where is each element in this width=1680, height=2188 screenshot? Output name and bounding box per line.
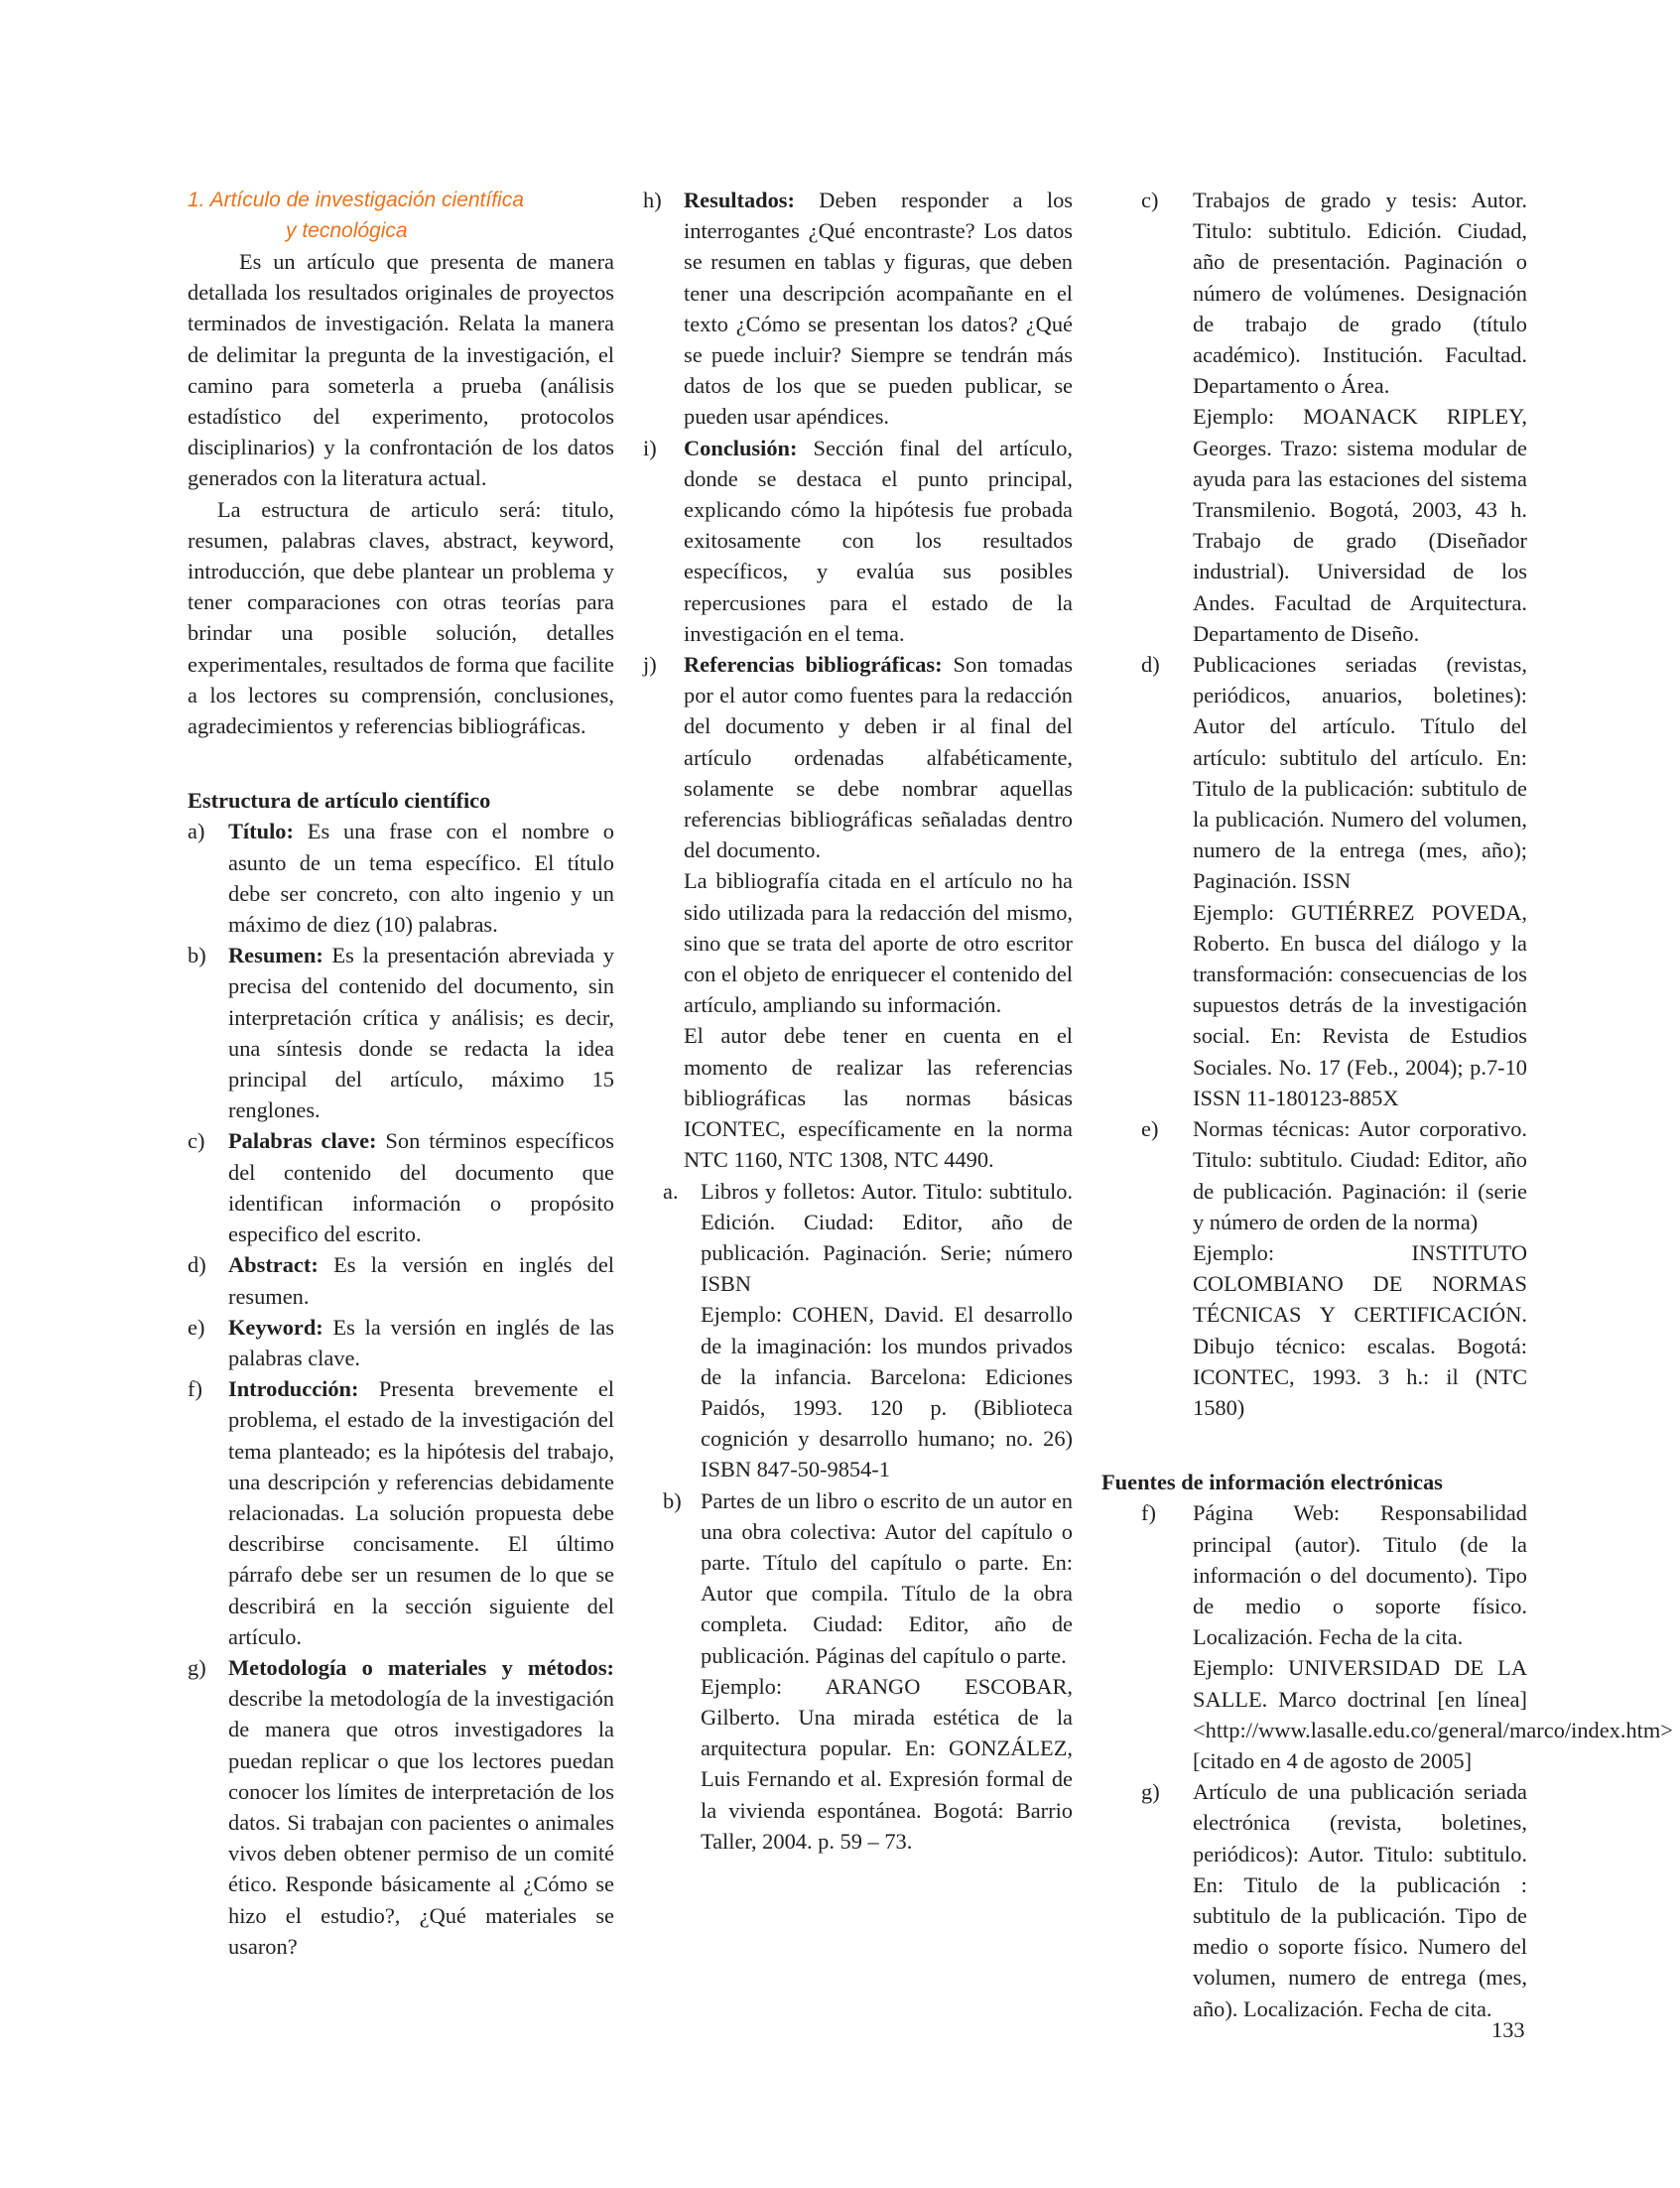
item-label: b) (663, 1487, 682, 1513)
list-item (1141, 1776, 1527, 2024)
item-text: Es la versión en inglés de las palabras clave. (228, 1314, 614, 1370)
item-text: Sección final del artículo, donde se destaca el punto principal, explicando cómo la hipótesis fue probada exitosamente con los resultados específicos, y evalúa sus posibles repercusiones para el estado de la investigación en el tema. (684, 435, 1073, 646)
column-right (1101, 185, 1673, 2024)
references-paragraph: El autor debe tener en cuenta en el momento de realizar las referencias bibliográficas las normas básicas ICONTEC, específicamente en la norma NTC 1160, NTC 1308, NTC 4490. (684, 1023, 1073, 1173)
item-term: Resumen: (228, 943, 323, 968)
references-paragraph: La bibliografía citada en el artículo no ha sido utilizada para la redacción del mismo, sino que se trata del aporte de otro escritor con el objeto de enriquecer el contenido del artículo, ampliando su información. (684, 868, 1073, 1018)
list-item (188, 816, 614, 940)
section-title-line2: y tecnológica (286, 219, 408, 242)
section-title-line1: 1. Artículo de investigación científica (188, 189, 524, 211)
item-label: e) (1141, 1116, 1159, 1142)
intro-paragraph: Es un artículo que presenta de manera detallada los resultados originales de proyectos terminados de investigación. Relata la manera de delimitar la pregunta de la investigación, el camino para someterla a prueba (análisis estadístico del experimento, protocolos disciplinarios) y la confrontación de los datos generados con la literatura actual. (188, 249, 614, 491)
item-label: e) (188, 1314, 205, 1340)
item-text: describe la metodología de la investigación de manera que otros investigadores la puedan replicar o que los lectores puedan conocer los límites de interpretación de los datos. Si trabajan con pacientes o animales vivos deben obtener permiso de un comité ético. Responde básicamente al ¿Cómo se hizo el estudio?, ¿Qué materiales se usaron? (228, 1686, 614, 1959)
list-item (1141, 649, 1527, 1113)
list-item (188, 940, 614, 1125)
item-text: Son tomadas por el autor como fuentes para la redacción del documento y deben ir al final del artículo ordenadas alfabéticamente, solamente se debe nombrar aquellas referencias bibliográficas señaladas dentro del documento. (684, 652, 1073, 863)
item-example: Ejemplo: UNIVERSIDAD DE LA SALLE. Marco doctrinal [en línea] <http://www.lasalle.edu.co/general/marco/index.htm> [citado en 4 de agosto de 2005] (1193, 1655, 1673, 1773)
item-label: a. (663, 1178, 679, 1204)
item-label: c) (1141, 188, 1159, 212)
item-text: Es una frase con el nombre o asunto de un tema específico. El título debe ser concreto, con alto ingenio y un máximo de diez (10) palabras. (228, 819, 614, 938)
section-title (188, 185, 614, 246)
item-text: Es la presentación abreviada y precisa del contenido del documento, sin interpretación crítica y análisis; es decir, una síntesis donde se redacta la idea principal del artículo, máximo 15 renglones. (228, 943, 614, 1123)
electronic-sources-heading: Fuentes de información electrónicas (1101, 1470, 1443, 1495)
structure-paragraph: La estructura de articulo será: titulo, resumen, palabras claves, abstract, keyword, introducción, que debe plantear un problema y tener comparaciones con otras teorías para brindar una posible solución, detalles experimentales, resultados de forma que facilite a los lectores su comprensión, conclusiones, agradecimientos y referencias bibliográficas. (188, 496, 614, 739)
item-text: Normas técnicas: Autor corporativo. Titulo: subtitulo. Ciudad: Editor, año de publicación. Paginación: il (serie y número de orden de la norma) (1193, 1116, 1527, 1234)
item-label: c) (188, 1128, 205, 1154)
item-example: Ejemplo: GUTIÉRREZ POVEDA, Roberto. En busca del diálogo y la transformación: consecuencias de los supuestos detrás de la investigación social. En: Revista de Estudios Sociales. No. 17 (Feb., 2004); p.7-10 ISSN 11-180123-885X (1193, 899, 1527, 1110)
item-text: Publicaciones seriadas (revistas, periódicos, anuarios, boletines): Autor del artículo. Título del artículo: subtitulo del artículo. En: Titulo de la publicación: subtitulo de la publicación. Numero del volumen, numero de la entrega (mes, año); Paginación. ISSN (1193, 652, 1527, 894)
list-item (643, 185, 1073, 433)
item-term: Metodología o materiales y métodos: (228, 1654, 614, 1680)
item-term: Introducción: (228, 1376, 359, 1402)
item-term: Palabras clave: (228, 1128, 377, 1154)
item-text: Página Web: Responsabilidad principal (autor). Titulo (de la información o del documento). Tipo de medio o soporte físico. Localización. Fecha de la cita. (1193, 1500, 1527, 1650)
item-term: Keyword: (228, 1314, 323, 1340)
list-item (188, 1312, 614, 1373)
item-term: Título: (228, 819, 294, 844)
column-left (188, 185, 614, 1962)
item-label: a) (188, 819, 205, 844)
item-label: d) (1141, 652, 1160, 678)
list-item (188, 1373, 614, 1652)
list-item (1141, 1497, 1673, 1776)
item-label: g) (188, 1654, 206, 1680)
item-text: Trabajos de grado y tesis: Autor. Titulo: subtitulo. Edición. Ciudad, año de presentación. Paginación o número de volúmenes. Designación de trabajo de grado (título académico). Institución. Facultad. Departamento o Área. (1193, 188, 1527, 399)
structure-heading: Estructura de artículo científico (188, 788, 491, 814)
item-text: Libros y folletos: Autor. Titulo: subtitulo. Edición. Ciudad: Editor, año de publicación. Paginación. Serie; número ISBN (701, 1178, 1073, 1297)
list-item (188, 1652, 614, 1962)
item-text: Partes de un libro o escrito de un autor en una obra colectiva: Autor del capítulo o parte. Título del capítulo o parte. En: Autor que compila. Título de la obra completa. Ciudad: Editor, año de publicación. Páginas del capítulo o parte. (701, 1487, 1073, 1668)
item-text: Presenta brevemente el problema, el estado de la investigación del tema planteado; es la hipótesis del trabajo, una descripción y referencias debidamente relacionadas. La solución propuesta debe describirse concisamente. El último párrafo debe ser un resumen de lo que se describirá en la sección siguiente del artículo. (228, 1376, 614, 1649)
item-label: i) (643, 435, 657, 460)
item-example: Ejemplo: MOANACK RIPLEY, Georges. Trazo: sistema modular de ayuda para las estaciones del sistema Transmilenio. Bogotá, 2003, 43 h. Trabajo de grado (Diseñador industrial). Universidad de los Andes. Facultad de Arquitectura. Departamento de Diseño. (1193, 404, 1527, 646)
item-term: Resultados: (684, 188, 795, 212)
item-text: Son términos específicos del contenido del documento que identifican información o propósito especifico del escrito. (228, 1128, 614, 1247)
list-item (188, 1249, 614, 1311)
list-item (1141, 185, 1527, 649)
item-label: g) (1141, 1779, 1160, 1805)
sub-list-item (663, 1485, 1073, 1857)
item-example: Ejemplo: COHEN, David. El desarrollo de la imaginación: los mundos privados de la infancia. Barcelona: Ediciones Paidós, 1993. 120 p. (Biblioteca cognición y desarrollo humano; no. 26) ISBN 847-50-9854-1 (701, 1302, 1073, 1482)
sub-list-item (663, 1176, 1073, 1485)
page-number: 133 (1491, 2017, 1525, 2042)
item-term: Abstract: (228, 1252, 319, 1278)
item-example: Ejemplo: ARANGO ESCOBAR, Gilberto. Una mirada estética de la arquitectura popular. En: GONZÁLEZ, Luis Fernando et al. Expresión formal de la vivienda espontánea. Bogotá: Barrio Taller, 2004. p. 59 – 73. (701, 1673, 1073, 1854)
item-label: d) (188, 1252, 206, 1278)
item-text: Deben responder a los interrogantes ¿Qué encontraste? Los datos se resumen en tablas y figuras, que deben tener una descripción acompañante en el texto ¿Cómo se presentan los datos? ¿Qué se puede incluir? Siempre se tendrán más datos de los que se pueden publicar, se pueden usar apéndices. (684, 188, 1073, 430)
item-label: j) (643, 652, 657, 678)
item-label: f) (188, 1376, 202, 1402)
item-label: b) (188, 943, 206, 968)
list-item (1141, 1113, 1527, 1423)
item-term: Conclusión: (684, 435, 798, 460)
item-label: f) (1141, 1500, 1156, 1526)
list-item (643, 433, 1073, 649)
item-text: Artículo de una publicación seriada electrónica (revista, boletines, periódicos): Autor. Titulo: subtitulo. En: Titulo de la publicación : subtitulo de la publicación. Tipo de medio o soporte físico. Numero del volumen, numero de entrega (mes, año). Localización. Fecha de cita. (1193, 1779, 1527, 2021)
item-text: Es la versión en inglés del resumen. (228, 1252, 614, 1309)
list-item (643, 649, 1073, 865)
list-item (188, 1125, 614, 1249)
item-term: Referencias bibliográficas: (684, 652, 943, 678)
item-label: h) (643, 188, 662, 212)
column-middle (643, 185, 1073, 1857)
item-example: Ejemplo: INSTITUTO COLOMBIANO DE NORMAS TÉCNICAS Y CERTIFICACIÓN. Dibujo técnico: escalas. Bogotá: ICONTEC, 1993. 3 h.: il (NTC 1580) (1193, 1239, 1527, 1420)
